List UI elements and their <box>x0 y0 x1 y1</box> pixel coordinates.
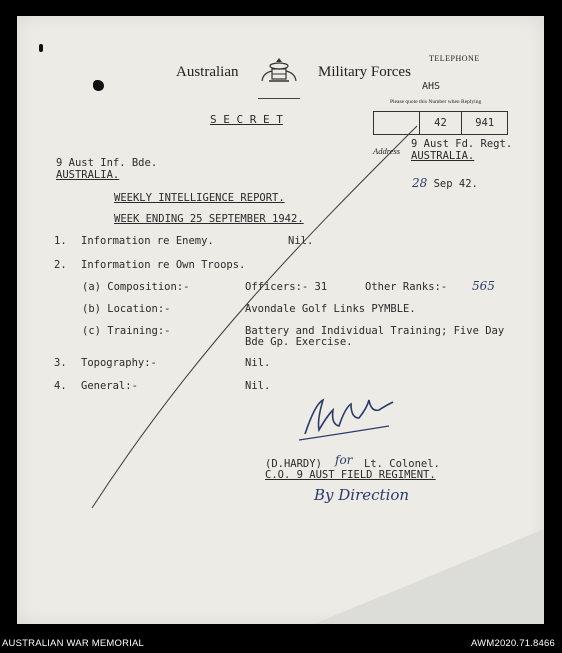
footer-accession: AWM2020.71.8466 <box>471 638 555 649</box>
telephone-value: AHS <box>422 81 441 92</box>
date-month-year: Sep 42. <box>427 178 478 190</box>
from-unit: 9 Aust Fd. Regt. <box>411 138 513 150</box>
signatory-for: for <box>335 453 353 467</box>
signatory-title: C.O. 9 AUST FIELD REGIMENT. <box>265 469 436 481</box>
telephone-label: TELEPHONE <box>429 54 480 63</box>
item-4-value: Nil. <box>245 380 271 392</box>
ref-cell: 941 <box>475 117 495 129</box>
ref-cell <box>374 112 420 134</box>
training-line1: Battery and Individual Training; Five Day <box>245 325 505 337</box>
signatory-rank: Lt. Colonel. <box>364 458 440 470</box>
report-week: WEEK ENDING 25 SEPTEMBER 1942. <box>114 213 304 225</box>
crest-icon <box>259 56 299 86</box>
from-date <box>412 172 478 191</box>
quote-note: Please quote this Number when Replying <box>390 99 482 105</box>
from-place: AUSTRALIA. <box>411 150 475 162</box>
date-day-handwritten: 28 <box>412 176 428 190</box>
report-title: WEEKLY INTELLIGENCE REPORT. <box>114 192 285 204</box>
signatory-name: (D.HARDY) <box>265 458 322 470</box>
item-4-num: 4. <box>54 380 67 392</box>
to-place: AUSTRALIA. <box>56 169 120 181</box>
location-value: Avondale Golf Links PYMBLE. <box>245 303 416 315</box>
composition-ranks-label: Other Ranks:- <box>365 281 448 293</box>
composition-officers: Officers:- 31 <box>245 281 328 293</box>
item-1-num: 1. <box>54 235 67 247</box>
classification: S E C R E T <box>210 113 283 126</box>
letterhead-rule <box>258 98 300 99</box>
training-line2: Bde Gp. Exercise. <box>245 336 353 348</box>
by-direction: By Direction <box>314 486 410 504</box>
document-page <box>17 16 544 624</box>
ref-cell: 42 <box>420 112 463 134</box>
handwritten-signature <box>297 394 407 446</box>
to-unit: 9 Aust Inf. Bde. <box>56 157 158 169</box>
item-1-value: Nil. <box>288 235 314 247</box>
item-1-label: Information re Enemy. <box>81 235 214 247</box>
item-3-label: Topography:- <box>81 357 157 369</box>
letterhead-left: Australian <box>176 64 239 80</box>
reference-number-box <box>373 111 508 135</box>
item-2-label: Information re Own Troops. <box>81 259 246 271</box>
footer-institution: AUSTRALIAN WAR MEMORIAL <box>2 638 145 649</box>
item-3-value: Nil. <box>245 357 271 369</box>
address-label: Address <box>373 146 401 156</box>
composition-label: (a) Composition:- <box>82 281 190 293</box>
training-label: (c) Training:- <box>82 325 171 337</box>
item-2-num: 2. <box>54 259 67 271</box>
letterhead-right: Military Forces <box>318 64 411 80</box>
location-label: (b) Location:- <box>82 303 171 315</box>
item-3-num: 3. <box>54 357 67 369</box>
composition-ranks-value: 565 <box>472 279 495 293</box>
paper-corner-fold <box>314 529 544 624</box>
item-4-label: General:- <box>81 380 138 392</box>
